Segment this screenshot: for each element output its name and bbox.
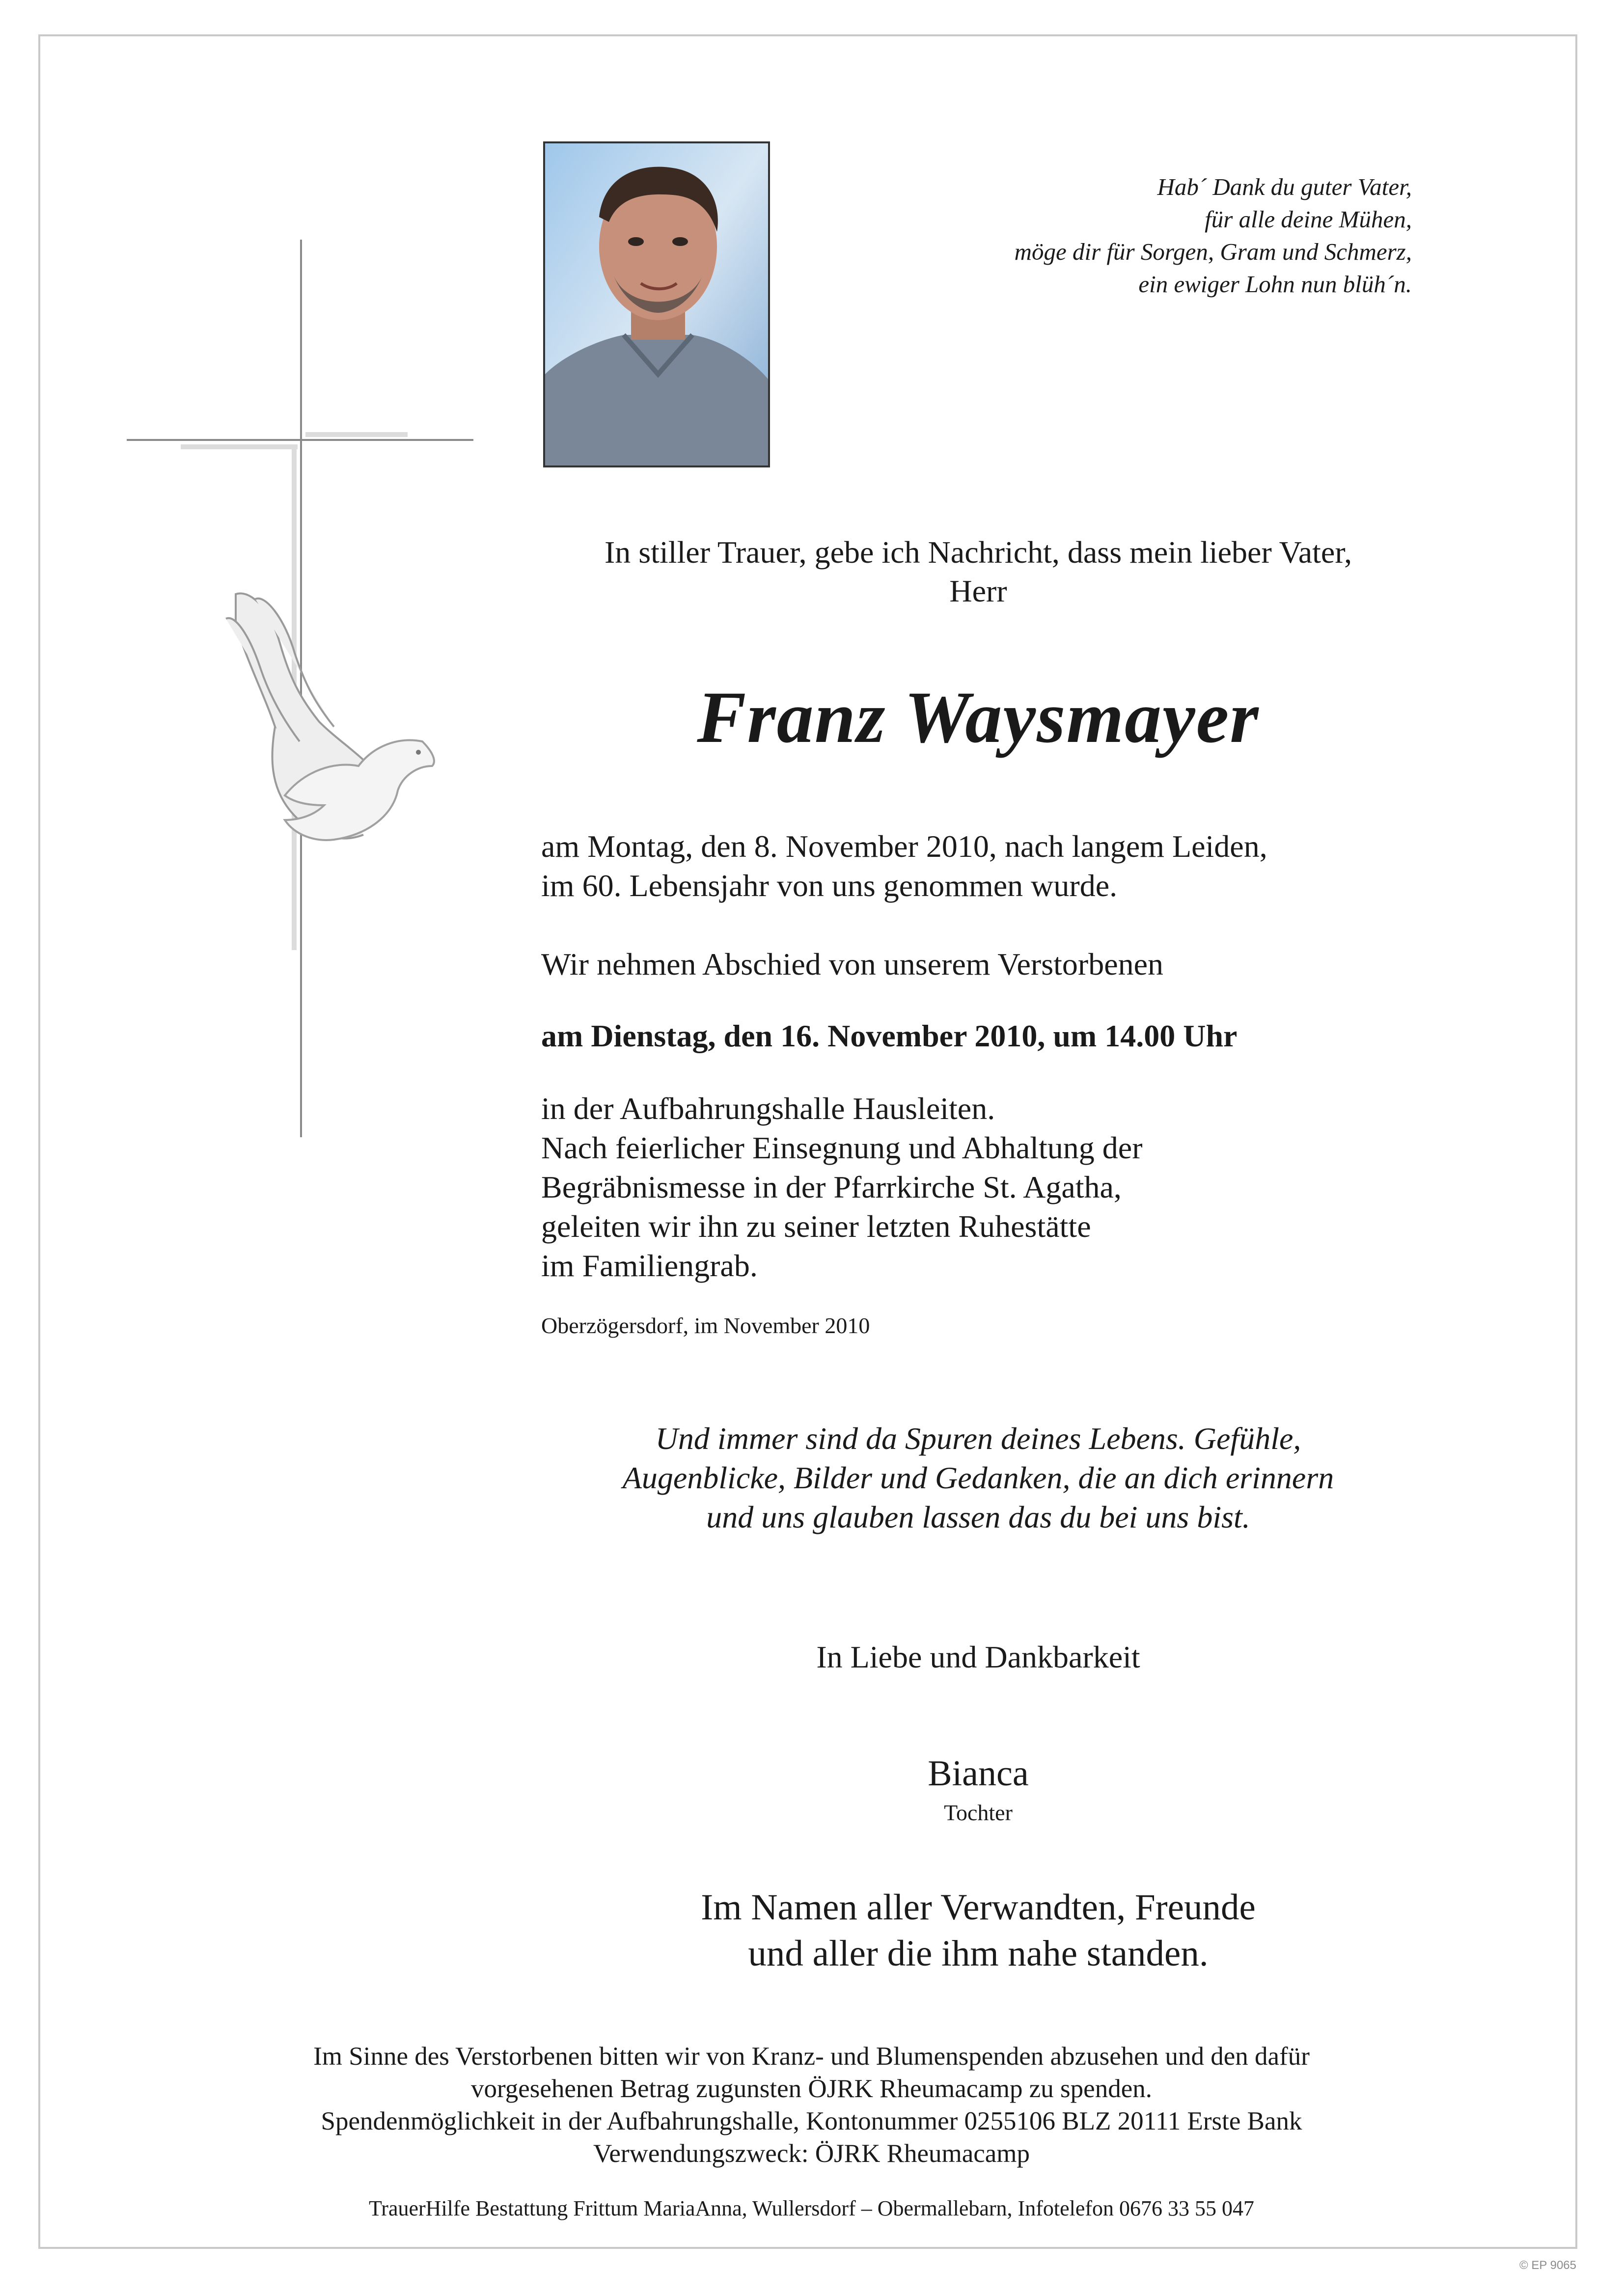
motto-line: ein ewiger Lohn nun blüh´n. [1138, 271, 1412, 298]
motto-line: für alle deine Mühen, [1205, 206, 1412, 233]
motto-verse [825, 171, 1412, 301]
quote-line: Augenblicke, Bilder und Gedanken, die an dich erinnern [622, 1460, 1334, 1495]
portrait-photo [543, 141, 770, 467]
funeral-date: am Dienstag, den 16. November 2010, um 14.00 Uhr [541, 1018, 1238, 1053]
place-date: Oberzögersdorf, im November 2010 [541, 1313, 870, 1338]
intro-block [541, 533, 1415, 610]
quote-block [541, 1419, 1415, 1537]
quote-line: und uns glauben lassen das du bei uns bist. [706, 1500, 1250, 1534]
intro-line: In stiller Trauer, gebe ich Nachricht, dass mein lieber Vater, [604, 535, 1352, 570]
death-notice-line: am Montag, den 8. November 2010, nach langem Leiden, [541, 829, 1267, 864]
donation-line: Im Sinne des Verstorbenen bitten wir von Kranz- und Blumenspenden abzusehen und den dafür [313, 2042, 1310, 2071]
ceremony-line: Begräbnismesse in der Pfarrkirche St. Agatha, [541, 1170, 1122, 1204]
motto-line: Hab´ Dank du guter Vater, [1157, 173, 1412, 200]
ceremony-line: geleiten wir ihn zu seiner letzten Ruhestätte [541, 1209, 1091, 1244]
donation-line: Spendenmöglichkeit in der Aufbahrungshalle, Kontonummer 0255106 BLZ 20111 Erste Bank [321, 2107, 1302, 2135]
ceremony-line: in der Aufbahrungshalle Hausleiten. [541, 1091, 995, 1126]
closing-phrase: In Liebe und Dankbarkeit [816, 1640, 1140, 1674]
deceased-name: Franz Waysmayer [697, 677, 1260, 758]
print-code: © EP 9065 [1519, 2259, 1576, 2272]
death-notice [541, 827, 1450, 905]
ceremony-line: Nach feierlicher Einsegnung und Abhaltung der [541, 1130, 1143, 1165]
farewell-text: Wir nehmen Abschied von unserem Verstorbenen [541, 947, 1164, 982]
cross-shadow-top [305, 432, 408, 437]
death-notice-line: im 60. Lebensjahr von uns genommen wurde. [541, 868, 1118, 903]
donation-line: Verwendungszweck: ÖJRK Rheumacamp [593, 2139, 1030, 2168]
motto-line: möge dir für Sorgen, Gram und Schmerz, [1014, 238, 1412, 265]
mourner-relation: Tochter [944, 1800, 1013, 1825]
ceremony-line: im Familiengrab. [541, 1248, 758, 1283]
donation-notice [74, 2040, 1549, 2170]
dove-icon [275, 727, 442, 854]
relatives-line: und aller die ihm nahe standen. [748, 1933, 1209, 1974]
donation-line: vorgesehenen Betrag zugunsten ÖJRK Rheumacamp zu spenden. [471, 2075, 1152, 2103]
mourner-name: Bianca [928, 1753, 1029, 1794]
relatives-block [541, 1885, 1415, 1977]
quote-line: Und immer sind da Spuren deines Lebens. Gefühle, [655, 1421, 1301, 1456]
cross-shadow-horizontal [181, 444, 298, 449]
ceremony-details [541, 1089, 1450, 1285]
funeral-home-footer: TrauerHilfe Bestattung Frittum MariaAnna, Wullersdorf – Obermallebarn, Infotelefon 0676 33 55 047 [368, 2196, 1255, 2220]
intro-title: Herr [949, 574, 1007, 608]
relatives-line: Im Namen aller Verwandten, Freunde [701, 1887, 1256, 1928]
cross-horizontal-line [127, 439, 473, 441]
